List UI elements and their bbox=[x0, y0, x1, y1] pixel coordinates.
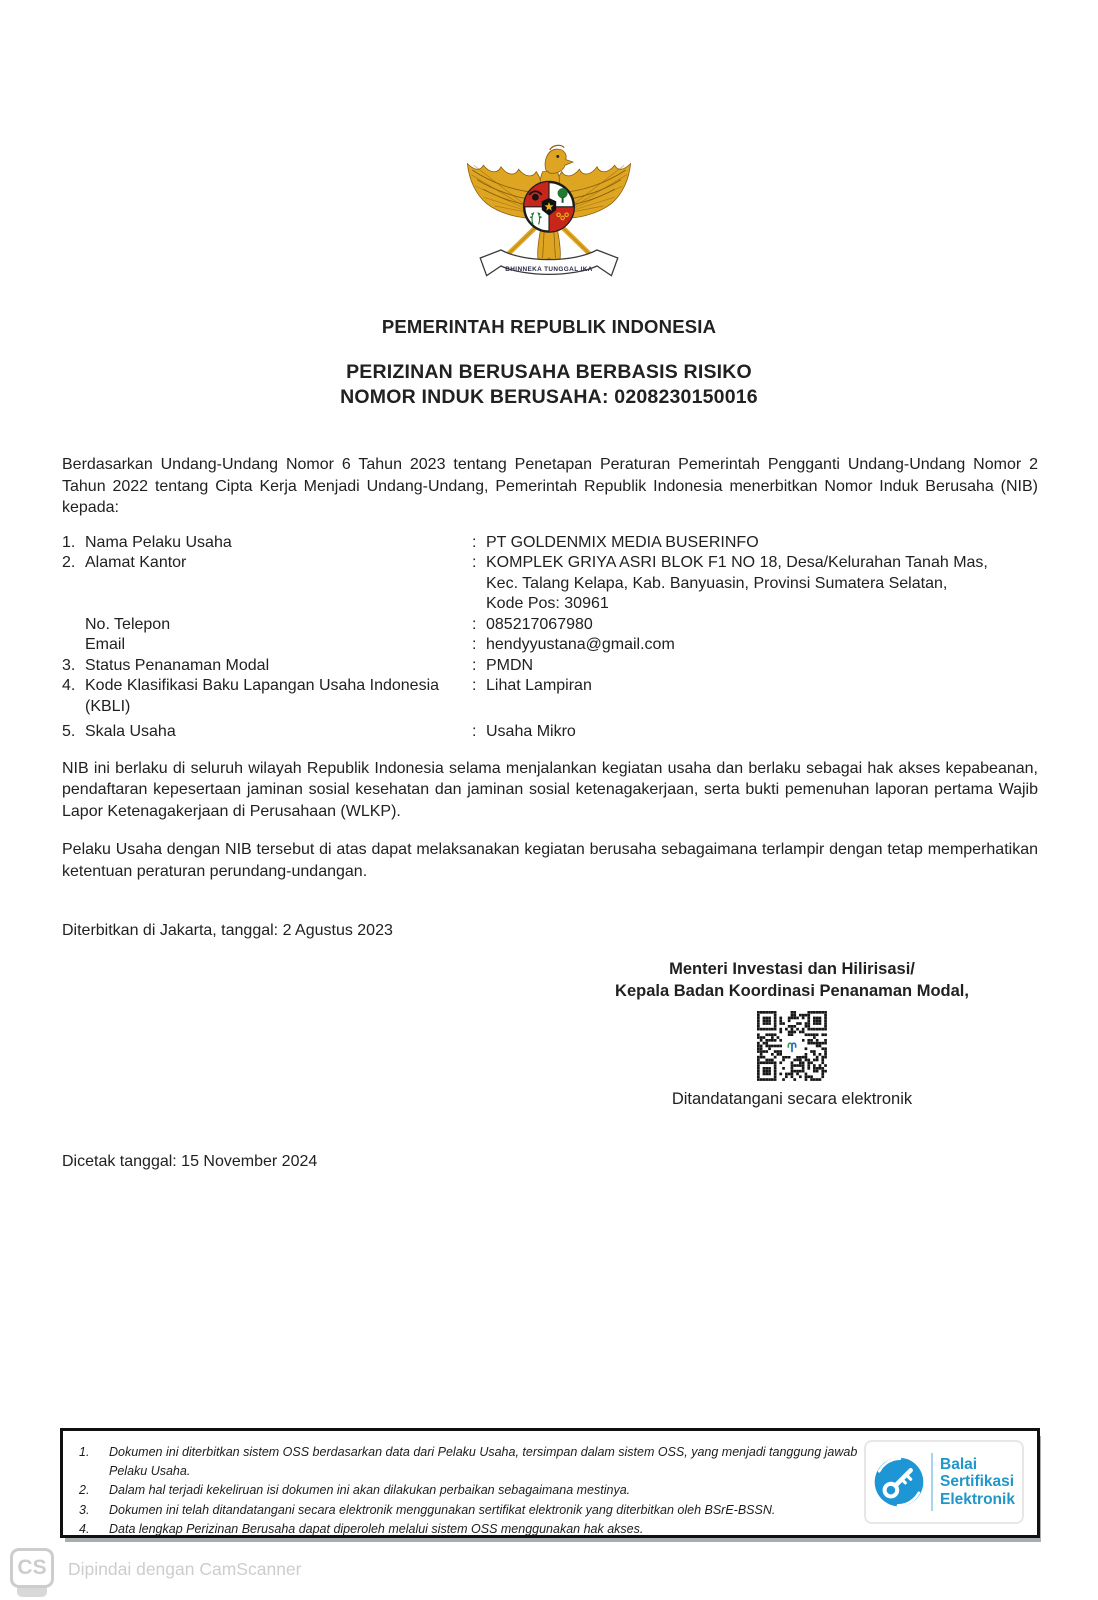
footer-note: 4. Data lengkap Perizinan Berusaha dapat diperoleh melalui sistem OSS menggunakan hak akses. bbox=[79, 1522, 644, 1536]
field-colon: : bbox=[472, 615, 477, 633]
field-row-kbli bbox=[62, 676, 1038, 717]
field-value: PT GOLDENMIX MEDIA BUSERINFO bbox=[486, 533, 759, 551]
field-number: 2. bbox=[62, 554, 76, 571]
bsre-key-icon bbox=[872, 1455, 926, 1509]
field-label: Status Penanaman Modal bbox=[85, 656, 270, 674]
field-colon: : bbox=[472, 677, 477, 694]
field-value: Lihat Lampiran bbox=[486, 677, 592, 694]
field-row-alamat bbox=[62, 553, 1038, 615]
field-label: No. Telepon bbox=[85, 615, 171, 633]
camscanner-text: Dipindai dengan CamScanner bbox=[68, 1559, 302, 1579]
camscanner-cs-icon: CS bbox=[10, 1548, 54, 1588]
footer-note: 2. Dalam hal terjadi kekeliruan isi dokumen ini akan dilakukan perbaikan sebagaimana mestinya. bbox=[79, 1483, 631, 1497]
field-colon: : bbox=[472, 533, 477, 551]
field-row-skala bbox=[62, 722, 1038, 743]
oss-qr-center-icon bbox=[782, 1036, 802, 1056]
camscanner-watermark bbox=[10, 1548, 301, 1597]
field-number: 3. bbox=[62, 656, 76, 674]
field-colon: : bbox=[472, 723, 477, 740]
pancasila-shield bbox=[524, 182, 574, 232]
field-value: KOMPLEK GRIYA ASRI BLOK F1 NO 18, Desa/Kelurahan Tanah Mas, Kec. Talang Kelapa, Kab. Banyuasin, Provinsi Sumatera Selatan, Kode Pos: 30961 bbox=[486, 554, 988, 612]
field-label: Alamat Kantor bbox=[85, 554, 187, 571]
intro-paragraph: Berdasarkan Undang-Undang Nomor 6 Tahun 2023 tentang Penetapan Peraturan Pemerintah Pengganti Undang-Undang Nomor 2 Tahun 2022 tentang Cipta Kerja Menjadi Undang-Undang, Pemerintah Republik Indonesia menerbitkan Nomor Induk Berusaha (NIB) kepada: bbox=[62, 456, 1038, 516]
field-row-nama bbox=[62, 533, 1038, 554]
bsre-logo-text: Balai Sertifikasi Elektronik bbox=[940, 1455, 1015, 1508]
field-row-telepon bbox=[62, 615, 1038, 636]
field-value: PMDN bbox=[486, 656, 534, 674]
government-title: PEMERINTAH REPUBLIK INDONESIA bbox=[381, 316, 717, 337]
footer-notes-box bbox=[60, 1428, 1040, 1538]
field-colon: : bbox=[472, 636, 477, 653]
field-label: Email bbox=[85, 636, 126, 653]
camscanner-badge bbox=[10, 1548, 54, 1597]
signature-block bbox=[584, 958, 1000, 1109]
bsre-logo-divider bbox=[931, 1453, 933, 1511]
field-value: 085217067980 bbox=[486, 615, 593, 633]
bsre-logo bbox=[864, 1440, 1024, 1524]
field-colon: : bbox=[472, 554, 477, 571]
field-number: 4. bbox=[62, 677, 76, 694]
footer-note: 3. Dokumen ini telah ditandatangani secara elektronik menggunakan sertifikat elektronik yang diterbitkan oleh BSrE-BSSN. bbox=[79, 1502, 776, 1517]
field-colon: : bbox=[472, 656, 477, 674]
field-label: Kode Klasifikasi Baku Lapangan Usaha Indonesia (KBLI) bbox=[85, 677, 440, 715]
field-row-email bbox=[62, 635, 1038, 656]
field-label: Nama Pelaku Usaha bbox=[85, 533, 232, 551]
field-number: 5. bbox=[62, 723, 76, 740]
signatory-title-line2: Kepala Badan Koordinasi Penanaman Modal, bbox=[615, 982, 969, 1000]
document-title-line1: PERIZINAN BERUSAHA BERBASIS RISIKO bbox=[346, 361, 752, 383]
field-label: Skala Usaha bbox=[85, 723, 176, 740]
document-title bbox=[0, 360, 1098, 410]
ribbon-text: BHINNEKA TUNGGAL IKA bbox=[505, 265, 593, 273]
garuda-pancasila-emblem bbox=[461, 138, 637, 290]
footer-note: 1. Dokumen ini diterbitkan sistem OSS berdasarkan data dari Pelaku Usaha, tersimpan dalam sistem OSS, yang menjadi tanggung jawab Pelaku Usaha. bbox=[79, 1445, 858, 1478]
signatory-title-line1: Menteri Investasi dan Hilirisasi/ bbox=[669, 960, 915, 978]
field-number: 1. bbox=[62, 533, 76, 551]
issued-line: Diterbitkan di Jakarta, tanggal: 2 Agustus 2023 bbox=[62, 922, 393, 939]
business-fields bbox=[62, 533, 1038, 743]
field-value: hendyyustana@gmail.com bbox=[486, 636, 675, 653]
document-title-line2: NOMOR INDUK BERUSAHA: 0208230150016 bbox=[340, 386, 758, 408]
compliance-paragraph: Pelaku Usaha dengan NIB tersebut di atas dapat melaksanakan kegiatan berusaha sebagaimana terlampir dengan tetap memperhatikan ketentuan peraturan perundang-undangan. bbox=[62, 841, 1038, 880]
field-value: Usaha Mikro bbox=[486, 723, 576, 740]
esign-note: Ditandatangani secara elektronik bbox=[671, 1090, 913, 1108]
field-row-status-modal bbox=[62, 656, 1038, 677]
camscanner-badge-tab bbox=[17, 1588, 47, 1597]
validity-paragraph: NIB ini berlaku di seluruh wilayah Republik Indonesia selama menjalankan kegiatan usaha dan berlaku sebagai hak akses kepabeanan, pendaftaran kepesertaan jaminan sosial kesehatan dan jaminan sosial ketenagakerjaan, serta bukti pemenuhan laporan pertama Wajib Lapor Ketenagakerjaan di Perusahaan (WLKP). bbox=[62, 759, 1038, 820]
qr-code bbox=[757, 1011, 827, 1081]
garuda-head bbox=[545, 145, 573, 173]
printed-line: Dicetak tanggal: 15 November 2024 bbox=[62, 1153, 318, 1170]
